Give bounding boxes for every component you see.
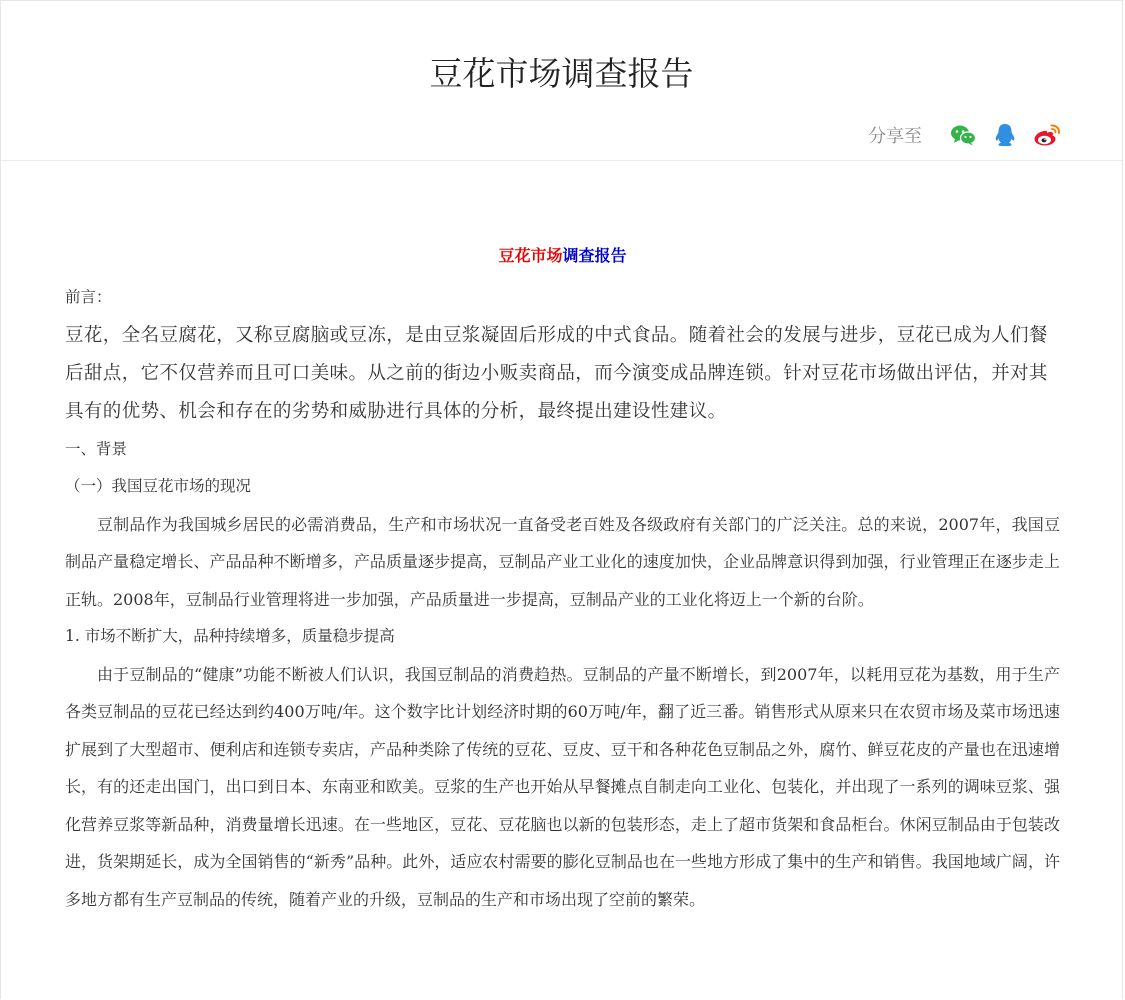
paragraph-1: 豆制品作为我国城乡居民的必需消费品，生产和市场状况一直备受老百姓及各级政府有关部门的广泛关注。总的来说，2007年，我国豆制品产量稳定增长、产品品种不断增多，产品质量逐步提高，豆制品产业工业化的速度加快，企业品牌意识得到加强，行业管理正在逐步走上正轨。2008年，豆制品行业管理将进一步加强，产品质量进一步提高，豆制品产业的工业化将迈上一个新的台阶。: [65, 514, 1060, 609]
preface-text: 豆花，全名豆腐花，又称豆腐脑或豆冻，是由豆浆凝固后形成的中式食品。随着社会的发展与进步，豆花已成为人们餐后甜点，它不仅营养而且可口美味。从之前的街边小贩卖商品，而今演变成品牌连锁。针对豆花市场做出评估，并对其具有的优势、机会和存在的劣势和威胁进行具体的分析，最终提出建设性建议。: [65, 324, 1048, 422]
weibo-icon[interactable]: [1032, 120, 1062, 150]
article-title-red: 豆花市场: [498, 246, 563, 265]
article-title: [65, 241, 1060, 271]
wechat-icon[interactable]: [948, 120, 978, 150]
share-bar: [868, 119, 1062, 151]
article-content: [65, 241, 1060, 918]
page-title: 豆花市场调查报告: [429, 54, 694, 93]
qq-icon[interactable]: [990, 120, 1020, 150]
point-heading: 1. 市场不断扩大，品种持续增多，质量稳步提高: [65, 627, 395, 645]
share-label: 分享至: [868, 126, 922, 147]
section-heading: 一、背景: [65, 439, 128, 458]
paragraph-2: 由于豆制品的“健康”功能不断被人们认识，我国豆制品的消费趋热。豆制品的产量不断增长，到2007年，以耗用豆花为基数，用于生产各类豆制品的豆花已经达到约400万吨/年。这个数字比计划经济时期的60万吨/年，翻了近三番。销售形式从原来只在农贸市场及菜市场迅速扩展到了大型超市、便利店和连锁专卖店，产品种类除了传统的豆花、豆皮、豆干和各种花色豆制品之外，腐竹、鲜豆花皮的产量也在迅速增长，有的还走出国门，出口到日本、东南亚和欧美。豆浆的生产也开始从早餐摊点自制走向工业化、包装化，并出现了一系列的调味豆浆、强化营养豆浆等新品种，消费量增长迅速。在一些地区，豆花、豆花脑也以新的包装形态，走上了超市货架和食品柜台。休闲豆制品由于包装改进，货架期延长，成为全国销售的“新秀”品种。此外，适应农村需要的膨化豆制品也在一些地方形成了集中的生产和销售。我国地域广阔，许多地方都有生产豆制品的传统，随着产业的升级，豆制品的生产和市场出现了空前的繁荣。: [65, 664, 1060, 909]
article-title-blue: 调查报告: [562, 246, 627, 265]
preface-label: 前言：: [65, 288, 112, 306]
page-header: [1, 1, 1122, 161]
subsection-heading: （一）我国豆花市场的现况: [65, 477, 252, 495]
